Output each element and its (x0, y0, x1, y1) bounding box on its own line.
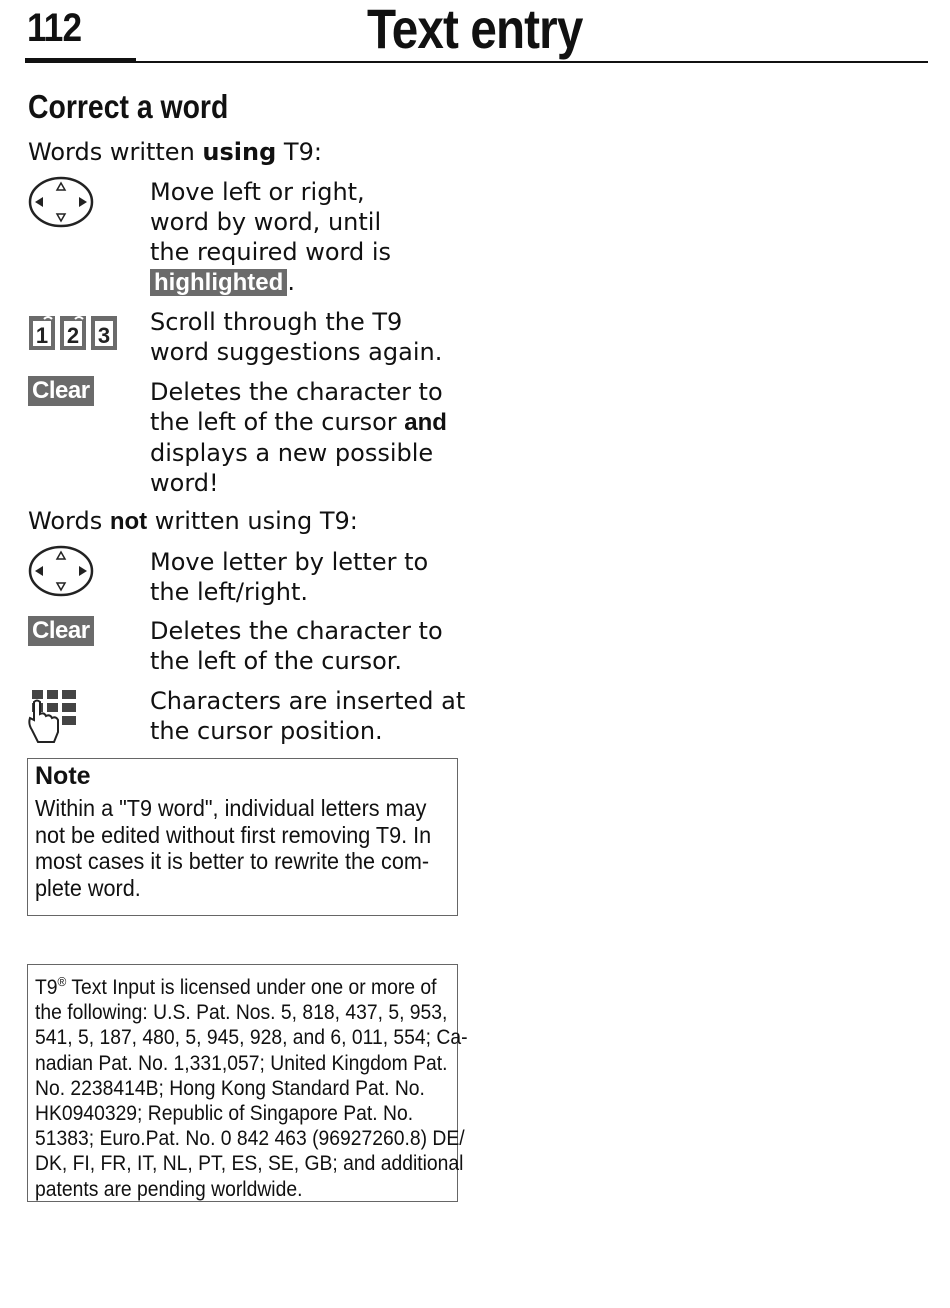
key-1-2-3-icon (28, 313, 118, 357)
key-digit-1: 1 (35, 323, 49, 348)
license-text: T9® Text Input is licensed under one or more of the following: U.S. Pat. Nos. 5, 818, 437, 5, 953, 541, 5, 187, 480, 5, 945, 928, and 6, 011, 554; Ca- nadian Pat. No. 1,331,057; United Kingdom Pat. No. 2238414B; Hong Kong Standard Pat. No. HK0940329; Republic of Singapore Pat. No. 51383; Euro.Pat. No. 0 842 463 (96927260.8) DE/ DK, FI, FR, IT, NL, PT, ES, SE, GB; and additional patents are pending worldwide. (35, 974, 468, 1201)
key-digit-3: 3 (97, 323, 111, 348)
non-t9-clear-description: Deletes the character to the left of the cursor. (150, 617, 443, 675)
license-box (27, 964, 468, 1202)
page-number: 112 (27, 6, 82, 50)
keypad-hand-icon (28, 688, 80, 750)
non-t9-intro: Words not written using T9: (28, 507, 358, 535)
t9-navigate-description: Move left or right, word by word, until the required word is highlighted . (150, 178, 391, 296)
keypad-description: Characters are inserted at the cursor position. (150, 687, 466, 745)
key-digit-2: 2 (66, 323, 80, 348)
note-title: Note (35, 762, 91, 790)
nav-joystick-icon (28, 176, 94, 232)
non-t9-navigate-description: Move letter by letter to the left/right. (150, 548, 429, 606)
nav-joystick-icon (28, 545, 94, 601)
t9-scroll-description: Scroll through the T9 word suggestions again. (150, 308, 443, 366)
t9-clear-description: Deletes the character to the left of the cursor and displays a new possible word! (150, 378, 447, 497)
note-text: Within a "T9 word", individual letters may not be edited without first removing T9. In most cases it is better to rewrite the com- plete word. (35, 795, 432, 901)
chapter-title: Text entry (367, 0, 583, 60)
highlighted-word: highlighted (150, 269, 287, 296)
clear-key: Clear (28, 616, 94, 646)
section-heading: Correct a word (28, 88, 229, 125)
t9-intro: Words written using T9: (28, 138, 322, 166)
note-box (27, 758, 458, 916)
registered-mark: ® (57, 974, 67, 989)
clear-key: Clear (28, 376, 94, 406)
header-rule (25, 61, 928, 63)
